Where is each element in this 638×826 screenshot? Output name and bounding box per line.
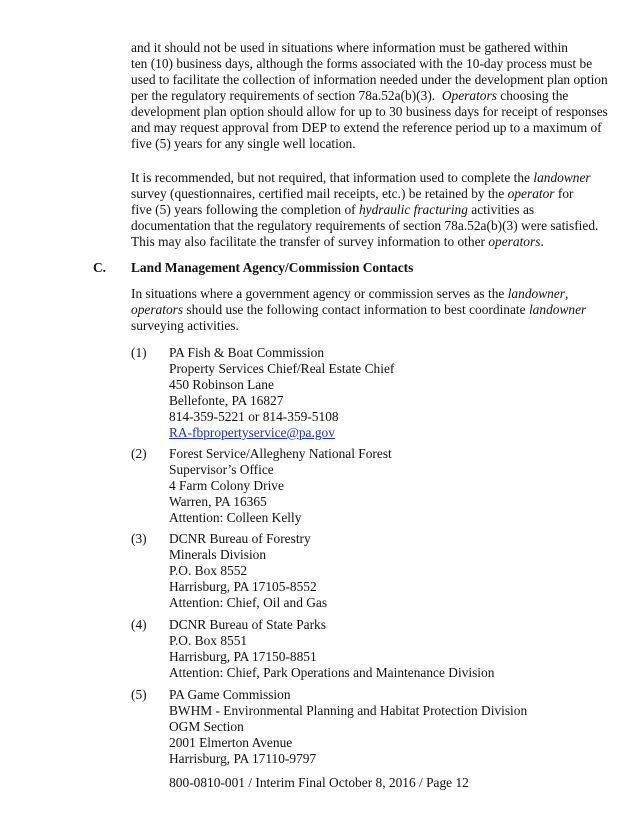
address-line: 4 Farm Colony Drive [169, 478, 284, 493]
text-run: per the regulatory requirements of section 78a.52a(b)(3). [131, 88, 436, 103]
text-run: five (5) years following the completion of [131, 202, 359, 217]
contact-number: (3) [131, 531, 147, 546]
text-line [131, 186, 598, 202]
text-line: documentation that the regulatory requirements of section 78a.52a(b)(3) were satisfied. [131, 218, 599, 233]
text-line [131, 88, 608, 104]
contact-address [169, 446, 392, 526]
text-run: , [565, 286, 569, 301]
term-landowner: landowner [507, 286, 565, 301]
text-line [131, 234, 598, 250]
term-operator: operator [507, 186, 555, 201]
text-run: In situations where a government agency or commission serves as the [131, 286, 508, 301]
paragraph-recommendation [131, 170, 598, 250]
contact-number: (1) [131, 345, 147, 360]
address-line: 450 Robinson Lane [169, 377, 274, 392]
address-line: P.O. Box 8552 [169, 563, 248, 578]
text-run: choosing the [496, 88, 569, 103]
contact-address [169, 617, 494, 681]
contact-email-line [169, 425, 394, 441]
address-line: Attention: Chief, Park Operations and Maintenance Division [169, 665, 495, 680]
term-operators: operators [131, 302, 184, 317]
address-line: Harrisburg, PA 17105-8552 [169, 579, 317, 594]
term-operators: operators [488, 234, 541, 249]
contact-address [169, 345, 394, 441]
term-landowner: landowner [528, 302, 587, 317]
text-line: and may request approval from DEP to extend the reference period up to a maximum of [131, 120, 602, 135]
contact-address [169, 531, 327, 611]
section-title: Land Management Agency/Commission Contacts [131, 260, 414, 275]
text-run: It is recommended, but not required, that information used to complete the [131, 170, 534, 185]
text-line: surveying activities. [131, 318, 239, 333]
text-line: and it should not be used in situations where information must be gathered within [131, 40, 568, 55]
text-line: five (5) years for any single well location. [131, 136, 356, 151]
text-line: ten (10) business days, although the forms associated with the 10-day process must be [131, 56, 593, 71]
address-line: Attention: Chief, Oil and Gas [169, 595, 328, 610]
address-line: DCNR Bureau of State Parks [169, 617, 326, 632]
paragraph-contacts-intro [131, 286, 586, 334]
page-footer: 800-0810-001 / Interim Final October 8, 2016 / Page 12 [169, 775, 469, 790]
address-line: 814-359-5221 or 814-359-5108 [169, 409, 339, 424]
address-line: P.O. Box 8551 [169, 633, 248, 648]
text-run: should use the following contact information to best coordinate [183, 302, 529, 317]
text-line [131, 286, 586, 302]
contact-address [169, 687, 527, 767]
address-line: PA Game Commission [169, 687, 291, 702]
address-line: Forest Service/Allegheny National Forest [169, 446, 392, 461]
text-run: activities as [467, 202, 535, 217]
address-line: Attention: Colleen Kelly [169, 510, 302, 525]
address-line: Minerals Division [169, 547, 267, 562]
address-line: Supervisor’s Office [169, 462, 274, 477]
address-line: Bellefonte, PA 16827 [169, 393, 284, 408]
address-line: Warren, PA 16365 [169, 494, 267, 509]
section-letter: C. [93, 260, 107, 275]
text-line [131, 170, 598, 186]
text-line [131, 302, 586, 318]
contact-email-link[interactable]: RA-fbpropertyservice@pa.gov [169, 425, 335, 440]
address-line: 2001 Elmerton Avenue [169, 735, 293, 750]
address-line: OGM Section [169, 719, 244, 734]
term-operators: Operators [441, 88, 497, 103]
text-line: used to facilitate the collection of information needed under the development plan option [131, 72, 608, 87]
contact-number: (5) [131, 687, 147, 702]
text-run: . [540, 234, 544, 249]
address-line: Property Services Chief/Real Estate Chief [169, 361, 395, 376]
address-line: Harrisburg, PA 17110-9797 [169, 751, 317, 766]
address-line: DCNR Bureau of Forestry [169, 531, 311, 546]
text-run: This may also facilitate the transfer of survey information to other [131, 234, 489, 249]
text-run: survey (questionnaires, certified mail receipts, etc.) be retained by the [131, 186, 508, 201]
text-line [131, 202, 598, 218]
text-run: for [554, 186, 574, 201]
address-line: Harrisburg, PA 17150-8851 [169, 649, 317, 664]
contact-number: (4) [131, 617, 147, 632]
paragraph-continuation [131, 40, 608, 152]
contact-number: (2) [131, 446, 147, 461]
address-line: BWHM - Environmental Planning and Habitat Protection Division [169, 703, 528, 718]
term-hydraulic-fracturing: hydraulic fracturing [358, 202, 468, 217]
text-line: development plan option should allow for up to 30 business days for receipt of responses [131, 104, 608, 119]
term-landowner: landowner [533, 170, 591, 185]
address-line: PA Fish & Boat Commission [169, 345, 325, 360]
